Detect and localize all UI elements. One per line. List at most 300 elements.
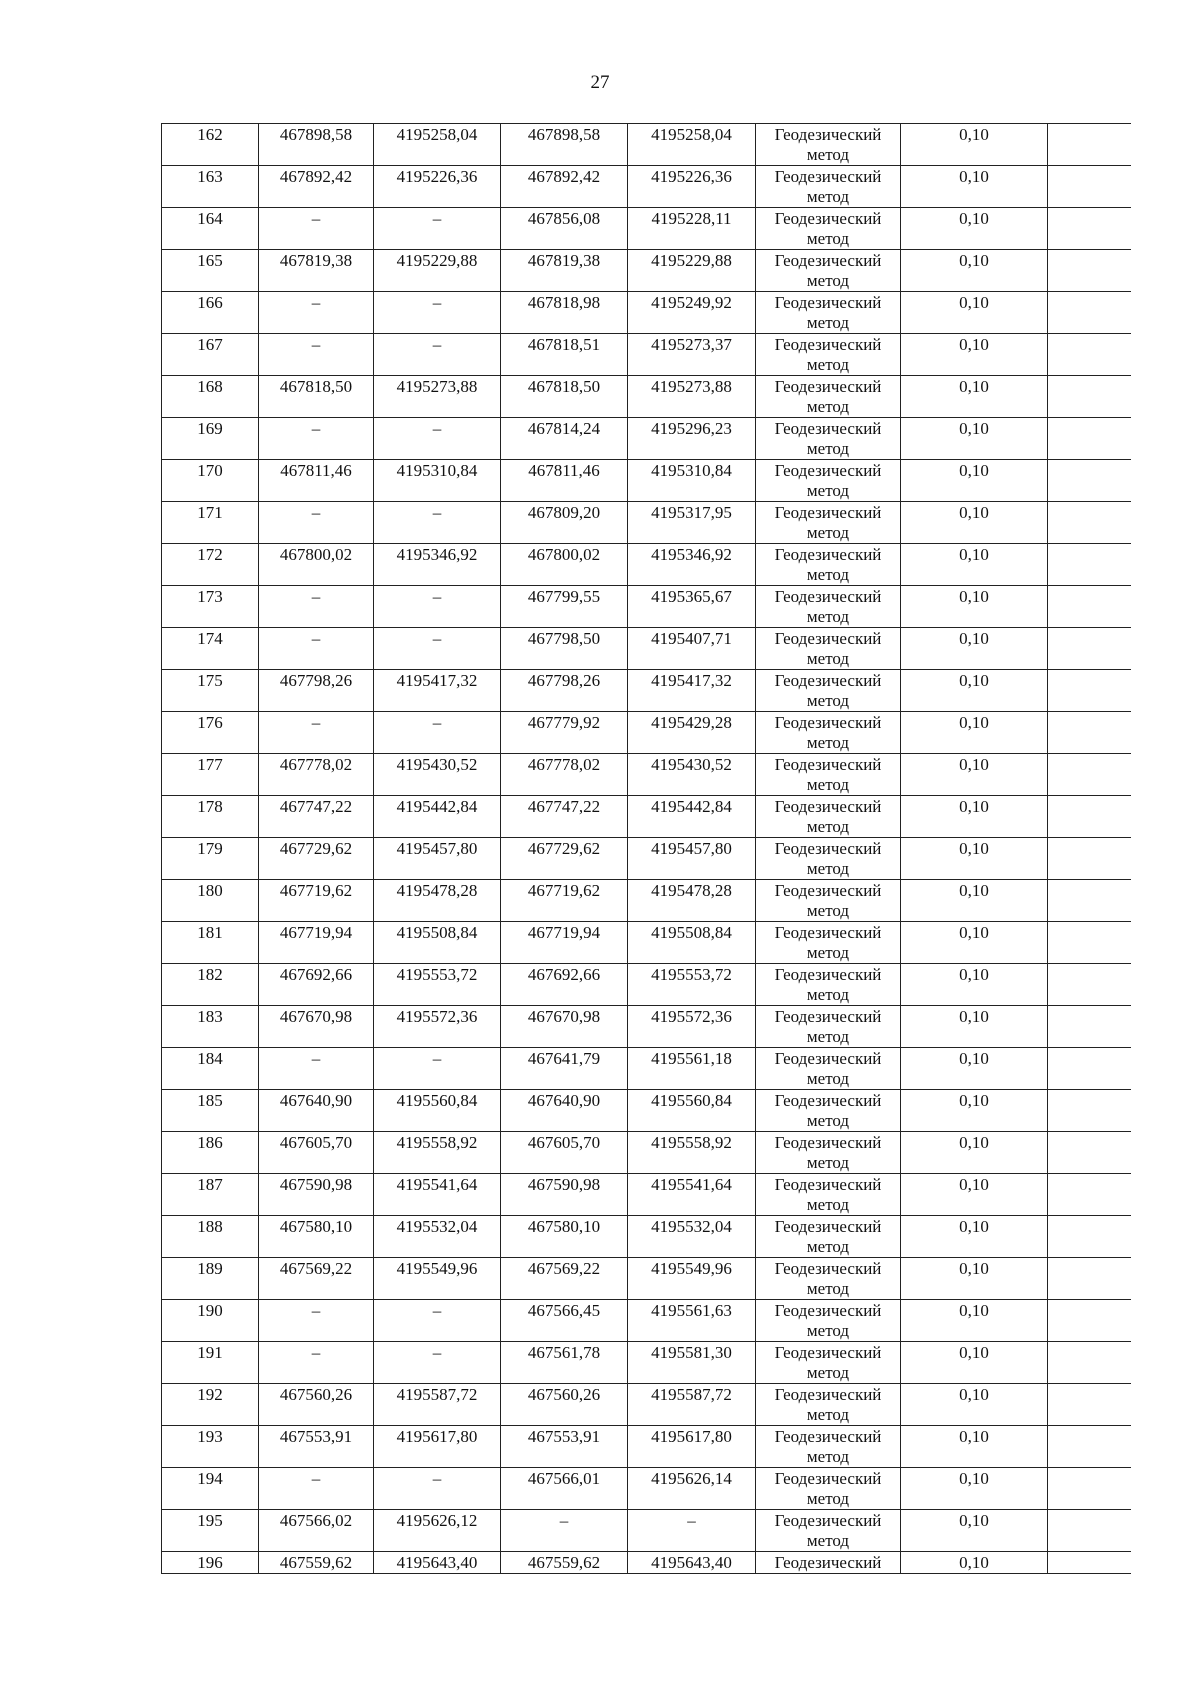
existing-y-cell: –: [374, 1300, 501, 1342]
point-number-cell: 184: [162, 1048, 259, 1090]
method-line-2: метод: [806, 1111, 850, 1130]
method-line-2: метод: [806, 985, 850, 1004]
table-row: [162, 754, 1131, 796]
accuracy-cell: 0,10: [901, 586, 1048, 628]
empty-cell: [1048, 1426, 1131, 1468]
point-number-cell: 162: [162, 124, 259, 166]
new-x-cell: 467798,50: [501, 628, 628, 670]
table-row: [162, 124, 1131, 166]
new-y-cell: 4195228,11: [628, 208, 756, 250]
point-number-cell: 178: [162, 796, 259, 838]
accuracy-cell: 0,10: [901, 796, 1048, 838]
method-line-1: Геодезический: [774, 1175, 882, 1194]
method-line-1: Геодезический: [774, 293, 882, 312]
method-line-1: Геодезический: [774, 839, 882, 858]
accuracy-cell: 0,10: [901, 502, 1048, 544]
point-number-cell: 163: [162, 166, 259, 208]
method-line-2: метод: [806, 859, 850, 878]
accuracy-cell: 0,10: [901, 208, 1048, 250]
method-line-1: Геодезический: [774, 167, 882, 186]
new-y-cell: –: [628, 1510, 756, 1552]
empty-cell: [1048, 166, 1131, 208]
table-row: [162, 1006, 1131, 1048]
method-line-1: Геодезический: [774, 125, 882, 144]
point-number-cell: 190: [162, 1300, 259, 1342]
existing-y-cell: 4195572,36: [374, 1006, 501, 1048]
new-y-cell: 4195249,92: [628, 292, 756, 334]
method-line-1: Геодезический: [774, 671, 882, 690]
table-row: [162, 712, 1131, 754]
method-line-2: метод: [806, 1447, 850, 1466]
empty-cell: [1048, 628, 1131, 670]
accuracy-cell: 0,10: [901, 1258, 1048, 1300]
method-line-1: Геодезический: [774, 461, 882, 480]
method-line-1: Геодезический: [774, 1007, 882, 1026]
method-cell: [756, 1384, 901, 1426]
accuracy-cell: 0,10: [901, 166, 1048, 208]
existing-y-cell: 4195617,80: [374, 1426, 501, 1468]
existing-x-cell: 467778,02: [259, 754, 374, 796]
method-line-1: Геодезический: [774, 503, 882, 522]
method-line-1: Геодезический: [774, 1217, 882, 1236]
point-number-cell: 191: [162, 1342, 259, 1384]
point-number-cell: 169: [162, 418, 259, 460]
existing-x-cell: 467719,94: [259, 922, 374, 964]
method-cell: [756, 628, 901, 670]
method-line-2: метод: [806, 481, 850, 500]
method-cell: [756, 1342, 901, 1384]
existing-y-cell: 4195478,28: [374, 880, 501, 922]
method-line-1: Геодезический: [774, 755, 882, 774]
accuracy-cell: 0,10: [901, 418, 1048, 460]
new-x-cell: 467818,50: [501, 376, 628, 418]
empty-cell: [1048, 1090, 1131, 1132]
method-line-1: Геодезический: [774, 1343, 882, 1362]
empty-cell: [1048, 208, 1131, 250]
point-number-cell: 180: [162, 880, 259, 922]
method-line-2: метод: [806, 607, 850, 626]
method-cell: [756, 460, 901, 502]
method-cell: [756, 1090, 901, 1132]
method-line-2: метод: [806, 355, 850, 374]
table-row: [162, 376, 1131, 418]
accuracy-cell: 0,10: [901, 922, 1048, 964]
new-x-cell: 467814,24: [501, 418, 628, 460]
method-line-2: метод: [806, 1153, 850, 1172]
new-x-cell: 467800,02: [501, 544, 628, 586]
existing-y-cell: –: [374, 208, 501, 250]
table-row: [162, 250, 1131, 292]
method-line-1: Геодезический: [774, 881, 882, 900]
existing-y-cell: –: [374, 502, 501, 544]
method-line-1: Геодезический: [774, 713, 882, 732]
method-line-2: метод: [806, 1027, 850, 1046]
point-number-cell: 182: [162, 964, 259, 1006]
point-number-cell: 177: [162, 754, 259, 796]
existing-x-cell: –: [259, 586, 374, 628]
new-y-cell: 4195581,30: [628, 1342, 756, 1384]
new-x-cell: 467580,10: [501, 1216, 628, 1258]
method-cell: [756, 1216, 901, 1258]
table-row: [162, 1552, 1131, 1574]
method-line-2: метод: [806, 313, 850, 332]
new-y-cell: 4195457,80: [628, 838, 756, 880]
table-row: [162, 502, 1131, 544]
accuracy-cell: 0,10: [901, 376, 1048, 418]
empty-cell: [1048, 1342, 1131, 1384]
method-cell: [756, 838, 901, 880]
empty-cell: [1048, 502, 1131, 544]
existing-y-cell: 4195508,84: [374, 922, 501, 964]
method-line-2: метод: [806, 817, 850, 836]
new-x-cell: 467779,92: [501, 712, 628, 754]
new-x-cell: 467719,62: [501, 880, 628, 922]
method-line-2: метод: [806, 1195, 850, 1214]
existing-y-cell: 4195346,92: [374, 544, 501, 586]
point-number-cell: 174: [162, 628, 259, 670]
method-cell: [756, 1300, 901, 1342]
method-line-2: метод: [806, 1531, 850, 1550]
accuracy-cell: 0,10: [901, 334, 1048, 376]
existing-x-cell: 467553,91: [259, 1426, 374, 1468]
new-x-cell: 467799,55: [501, 586, 628, 628]
empty-cell: [1048, 964, 1131, 1006]
empty-cell: [1048, 250, 1131, 292]
accuracy-cell: 0,10: [901, 628, 1048, 670]
table-row: [162, 1174, 1131, 1216]
accuracy-cell: 0,10: [901, 1300, 1048, 1342]
existing-y-cell: –: [374, 418, 501, 460]
point-number-cell: 195: [162, 1510, 259, 1552]
existing-x-cell: 467670,98: [259, 1006, 374, 1048]
empty-cell: [1048, 1006, 1131, 1048]
method-line-1: Геодезический: [774, 797, 882, 816]
method-line-2: метод: [806, 901, 850, 920]
point-number-cell: 166: [162, 292, 259, 334]
existing-y-cell: 4195430,52: [374, 754, 501, 796]
new-y-cell: 4195553,72: [628, 964, 756, 1006]
existing-x-cell: 467798,26: [259, 670, 374, 712]
method-line-1: Геодезический: [774, 587, 882, 606]
empty-cell: [1048, 1258, 1131, 1300]
accuracy-cell: 0,10: [901, 1090, 1048, 1132]
empty-cell: [1048, 838, 1131, 880]
new-x-cell: 467892,42: [501, 166, 628, 208]
coordinates-table: [161, 123, 1131, 1574]
accuracy-cell: 0,10: [901, 712, 1048, 754]
new-x-cell: 467729,62: [501, 838, 628, 880]
table-row: [162, 628, 1131, 670]
method-line-2: метод: [806, 271, 850, 290]
empty-cell: [1048, 1048, 1131, 1090]
table-row: [162, 544, 1131, 586]
empty-cell: [1048, 1552, 1131, 1574]
method-line-1: Геодезический: [774, 1553, 882, 1572]
empty-cell: [1048, 460, 1131, 502]
method-cell: [756, 166, 901, 208]
table-row: [162, 1342, 1131, 1384]
accuracy-cell: 0,10: [901, 1468, 1048, 1510]
method-cell: [756, 544, 901, 586]
existing-x-cell: 467811,46: [259, 460, 374, 502]
existing-x-cell: –: [259, 208, 374, 250]
method-cell: [756, 1048, 901, 1090]
method-cell: [756, 1258, 901, 1300]
method-cell: [756, 880, 901, 922]
new-x-cell: 467811,46: [501, 460, 628, 502]
new-y-cell: 4195508,84: [628, 922, 756, 964]
method-cell: [756, 502, 901, 544]
method-line-2: метод: [806, 1069, 850, 1088]
empty-cell: [1048, 922, 1131, 964]
existing-y-cell: 4195626,12: [374, 1510, 501, 1552]
method-cell: [756, 1510, 901, 1552]
table-row: [162, 1510, 1131, 1552]
existing-y-cell: 4195553,72: [374, 964, 501, 1006]
existing-x-cell: –: [259, 712, 374, 754]
new-y-cell: 4195572,36: [628, 1006, 756, 1048]
table-row: [162, 922, 1131, 964]
existing-y-cell: 4195457,80: [374, 838, 501, 880]
new-x-cell: 467559,62: [501, 1552, 628, 1574]
new-y-cell: 4195558,92: [628, 1132, 756, 1174]
new-y-cell: 4195478,28: [628, 880, 756, 922]
new-x-cell: 467818,51: [501, 334, 628, 376]
new-x-cell: 467747,22: [501, 796, 628, 838]
existing-y-cell: 4195258,04: [374, 124, 501, 166]
existing-x-cell: –: [259, 628, 374, 670]
point-number-cell: 185: [162, 1090, 259, 1132]
new-y-cell: 4195560,84: [628, 1090, 756, 1132]
empty-cell: [1048, 292, 1131, 334]
empty-cell: [1048, 1384, 1131, 1426]
table-row: [162, 670, 1131, 712]
existing-x-cell: 467590,98: [259, 1174, 374, 1216]
new-x-cell: 467898,58: [501, 124, 628, 166]
existing-x-cell: –: [259, 1468, 374, 1510]
accuracy-cell: 0,10: [901, 670, 1048, 712]
existing-x-cell: 467892,42: [259, 166, 374, 208]
method-line-2: метод: [806, 1237, 850, 1256]
method-line-2: метод: [806, 1279, 850, 1298]
method-cell: [756, 670, 901, 712]
new-x-cell: –: [501, 1510, 628, 1552]
method-line-2: метод: [806, 523, 850, 542]
existing-y-cell: –: [374, 292, 501, 334]
new-x-cell: 467605,70: [501, 1132, 628, 1174]
point-number-cell: 189: [162, 1258, 259, 1300]
new-x-cell: 467566,01: [501, 1468, 628, 1510]
accuracy-cell: 0,10: [901, 1384, 1048, 1426]
table-row: [162, 334, 1131, 376]
new-y-cell: 4195442,84: [628, 796, 756, 838]
table-row: [162, 166, 1131, 208]
method-cell: [756, 250, 901, 292]
existing-x-cell: –: [259, 334, 374, 376]
point-number-cell: 196: [162, 1552, 259, 1574]
new-x-cell: 467569,22: [501, 1258, 628, 1300]
method-line-2: метод: [806, 565, 850, 584]
new-y-cell: 4195258,04: [628, 124, 756, 166]
table-row: [162, 1468, 1131, 1510]
new-y-cell: 4195317,95: [628, 502, 756, 544]
new-x-cell: 467640,90: [501, 1090, 628, 1132]
existing-y-cell: 4195549,96: [374, 1258, 501, 1300]
method-line-2: метод: [806, 229, 850, 248]
table-row: [162, 1426, 1131, 1468]
method-cell: [756, 1174, 901, 1216]
method-line-1: Геодезический: [774, 209, 882, 228]
method-cell: [756, 334, 901, 376]
new-y-cell: 4195407,71: [628, 628, 756, 670]
existing-y-cell: 4195532,04: [374, 1216, 501, 1258]
method-line-1: Геодезический: [774, 1427, 882, 1446]
new-y-cell: 4195229,88: [628, 250, 756, 292]
table-row: [162, 964, 1131, 1006]
empty-cell: [1048, 712, 1131, 754]
existing-x-cell: 467560,26: [259, 1384, 374, 1426]
existing-x-cell: 467605,70: [259, 1132, 374, 1174]
accuracy-cell: 0,10: [901, 1174, 1048, 1216]
new-y-cell: 4195226,36: [628, 166, 756, 208]
existing-y-cell: 4195558,92: [374, 1132, 501, 1174]
table-row: [162, 838, 1131, 880]
new-x-cell: 467818,98: [501, 292, 628, 334]
existing-x-cell: 467819,38: [259, 250, 374, 292]
new-y-cell: 4195617,80: [628, 1426, 756, 1468]
table-row: [162, 1132, 1131, 1174]
method-cell: [756, 208, 901, 250]
method-line-1: Геодезический: [774, 1259, 882, 1278]
empty-cell: [1048, 124, 1131, 166]
point-number-cell: 194: [162, 1468, 259, 1510]
existing-y-cell: 4195229,88: [374, 250, 501, 292]
table-row: [162, 796, 1131, 838]
new-x-cell: 467566,45: [501, 1300, 628, 1342]
point-number-cell: 186: [162, 1132, 259, 1174]
accuracy-cell: 0,10: [901, 1216, 1048, 1258]
accuracy-cell: 0,10: [901, 1132, 1048, 1174]
existing-y-cell: 4195643,40: [374, 1552, 501, 1574]
empty-cell: [1048, 1174, 1131, 1216]
empty-cell: [1048, 1510, 1131, 1552]
method-cell: [756, 1468, 901, 1510]
existing-x-cell: 467569,22: [259, 1258, 374, 1300]
method-line-2: метод: [806, 691, 850, 710]
table-row: [162, 1216, 1131, 1258]
existing-y-cell: –: [374, 334, 501, 376]
method-line-2: метод: [806, 1489, 850, 1508]
new-x-cell: 467798,26: [501, 670, 628, 712]
table-row: [162, 208, 1131, 250]
method-cell: [756, 586, 901, 628]
point-number-cell: 171: [162, 502, 259, 544]
method-cell: [756, 292, 901, 334]
method-line-2: метод: [806, 775, 850, 794]
method-line-1: Геодезический: [774, 251, 882, 270]
empty-cell: [1048, 586, 1131, 628]
new-y-cell: 4195346,92: [628, 544, 756, 586]
point-number-cell: 167: [162, 334, 259, 376]
table-row: [162, 1090, 1131, 1132]
table-row: [162, 586, 1131, 628]
accuracy-cell: 0,10: [901, 1048, 1048, 1090]
point-number-cell: 173: [162, 586, 259, 628]
method-cell: [756, 124, 901, 166]
accuracy-cell: 0,10: [901, 754, 1048, 796]
empty-cell: [1048, 334, 1131, 376]
existing-x-cell: 467559,62: [259, 1552, 374, 1574]
accuracy-cell: 0,10: [901, 1510, 1048, 1552]
existing-x-cell: –: [259, 502, 374, 544]
method-line-2: метод: [806, 649, 850, 668]
accuracy-cell: 0,10: [901, 1426, 1048, 1468]
existing-x-cell: 467729,62: [259, 838, 374, 880]
existing-x-cell: –: [259, 418, 374, 460]
point-number-cell: 181: [162, 922, 259, 964]
point-number-cell: 175: [162, 670, 259, 712]
method-line-2: метод: [806, 187, 850, 206]
method-cell: [756, 964, 901, 1006]
method-line-1: Геодезический: [774, 1385, 882, 1404]
table-row: [162, 418, 1131, 460]
existing-x-cell: 467719,62: [259, 880, 374, 922]
empty-cell: [1048, 670, 1131, 712]
empty-cell: [1048, 418, 1131, 460]
point-number-cell: 164: [162, 208, 259, 250]
new-y-cell: 4195273,88: [628, 376, 756, 418]
existing-y-cell: –: [374, 1342, 501, 1384]
point-number-cell: 183: [162, 1006, 259, 1048]
new-y-cell: 4195296,23: [628, 418, 756, 460]
new-y-cell: 4195365,67: [628, 586, 756, 628]
existing-x-cell: 467898,58: [259, 124, 374, 166]
method-cell: [756, 754, 901, 796]
method-cell: [756, 1132, 901, 1174]
accuracy-cell: 0,10: [901, 544, 1048, 586]
new-x-cell: 467670,98: [501, 1006, 628, 1048]
method-line-2: метод: [806, 1321, 850, 1340]
method-line-1: Геодезический: [774, 965, 882, 984]
method-line-1: Геодезический: [774, 545, 882, 564]
existing-y-cell: 4195560,84: [374, 1090, 501, 1132]
new-y-cell: 4195532,04: [628, 1216, 756, 1258]
new-x-cell: 467856,08: [501, 208, 628, 250]
existing-x-cell: 467747,22: [259, 796, 374, 838]
method-line-1: Геодезический: [774, 1049, 882, 1068]
accuracy-cell: 0,10: [901, 964, 1048, 1006]
existing-x-cell: 467800,02: [259, 544, 374, 586]
new-y-cell: 4195643,40: [628, 1552, 756, 1574]
point-number-cell: 165: [162, 250, 259, 292]
new-y-cell: 4195561,63: [628, 1300, 756, 1342]
method-line-1: Геодезический: [774, 1133, 882, 1152]
new-y-cell: 4195561,18: [628, 1048, 756, 1090]
method-line-1: Геодезический: [774, 1301, 882, 1320]
new-x-cell: 467819,38: [501, 250, 628, 292]
new-y-cell: 4195310,84: [628, 460, 756, 502]
point-number-cell: 176: [162, 712, 259, 754]
empty-cell: [1048, 1300, 1131, 1342]
page-number: 27: [590, 72, 610, 93]
new-y-cell: 4195430,52: [628, 754, 756, 796]
method-line-2: метод: [806, 397, 850, 416]
coordinates-table-body: [162, 124, 1131, 1574]
accuracy-cell: 0,10: [901, 880, 1048, 922]
existing-y-cell: 4195587,72: [374, 1384, 501, 1426]
accuracy-cell: 0,10: [901, 460, 1048, 502]
existing-x-cell: –: [259, 1300, 374, 1342]
